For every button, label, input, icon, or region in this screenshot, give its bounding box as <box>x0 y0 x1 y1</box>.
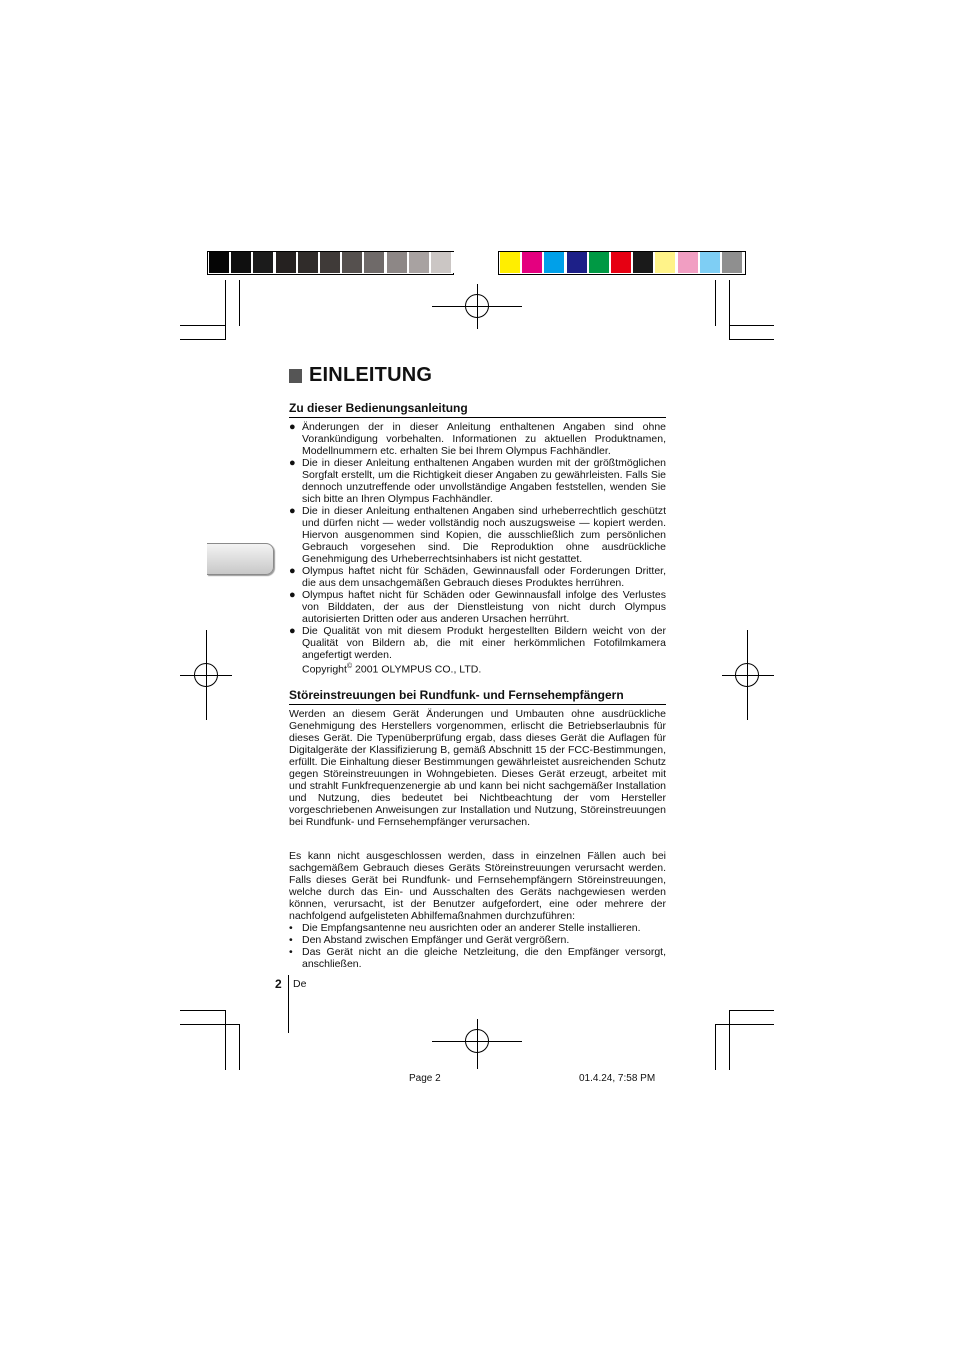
color-swatch <box>431 252 451 273</box>
crop-mark <box>180 339 225 340</box>
bullet-icon: ● <box>289 505 296 517</box>
color-swatch <box>298 252 318 273</box>
color-swatch <box>655 252 675 273</box>
color-swatch <box>589 252 609 273</box>
crop-mark <box>715 280 716 326</box>
color-swatch <box>387 252 407 273</box>
color-swatch <box>276 252 296 273</box>
manual-notes-list <box>289 421 666 676</box>
list-item: ● Änderungen der in dieser Anleitung enthaltenen Angaben sind ohne Vorankündigung vorbehalten. Informationen zu aktuellen Produktnamen, Modellnummern etc. erhalten Sie bei Ihrem Olympus Fachhändler. <box>289 421 666 457</box>
color-swatch <box>320 252 340 273</box>
crop-mark <box>729 1010 774 1011</box>
section-heading-interference: Störeinstreuungen bei Rundfunk- und Fernsehempfängern <box>289 688 666 705</box>
color-swatch <box>209 252 229 273</box>
list-item: ● Die in dieser Anleitung enthaltenen Angaben wurden mit der größtmöglichen Sorgfalt erstellt, um die Richtigkeit dieser Angaben zu gewährleisten. Falls Sie dennoch unzutreffende oder unvollständige Angaben feststellen, wenden Sie sich bitte an Ihren Olympus Fachhändler. <box>289 457 666 505</box>
color-swatch <box>544 252 564 273</box>
color-swatch <box>567 252 587 273</box>
dot-bullet-icon: • <box>289 946 293 958</box>
crop-mark <box>180 1010 225 1011</box>
chapter-side-tab <box>207 543 274 575</box>
page-number: 2 <box>275 977 282 991</box>
dot-bullet-icon: • <box>289 934 293 946</box>
color-swatch <box>700 252 720 273</box>
color-swatch <box>453 252 473 273</box>
crop-mark <box>715 1024 716 1070</box>
section-heading-manual: Zu dieser Bedienungsanleitung <box>289 401 666 418</box>
footer-timestamp: 01.4.24, 7:58 PM <box>579 1073 656 1084</box>
page-number-divider <box>288 975 289 1033</box>
color-swatch <box>722 252 742 273</box>
crop-mark <box>715 1024 774 1025</box>
crop-mark <box>729 280 730 340</box>
color-swatch <box>231 252 251 273</box>
registration-circle <box>465 1029 489 1053</box>
registration-circle <box>465 294 489 318</box>
list-item: ● Olympus haftet nicht für Schäden, Gewinnausfall oder Forderungen Dritter, die aus dem unsachgemäßen Gebrauch dieses Produktes herrühren. <box>289 565 666 589</box>
color-swatch <box>522 252 542 273</box>
color-swatch <box>364 252 384 273</box>
list-item: ● Olympus haftet nicht für Schäden oder Gewinnausfall infolge des Verlustes von Bilddaten, der aus der Dienstleistung von nicht durch Olympus autorisierten Dritten oder aus anderen Ursachen herrührt. <box>289 589 666 625</box>
interference-paragraph-1: Werden an diesem Gerät Änderungen und Umbauten ohne ausdrückliche Genehmigung des Herstellers vorgenommen, erlischt die Betriebserlaubnis für dieses Gerät. Die Typenüberprüfung ergab, dass dieses Gerät die Auflagen für Digitalgeräte der Klassifizierung B, gemäß Abschnitt 15 der FCC-Bestimmungen, erfüllt. Die Einhaltung dieser Bestimmungen gewährleistet ausreichenden Schutz gegen Störeinstreuungen in Wohngebieten. Dieses Gerät erzeugt, arbeitet mit und strahlt Funkfrequenzenergie ab und kann bei nicht sachgemäßer Installation und Nutzung, dies bedeutet bei Nichtbeachtung der vom Hersteller vorgeschriebenen Anweisungen zur Installation und Nutzung, Störeinstreuungen bei Rundfunk- und Fernsehempfänger verursachen. <box>289 708 666 828</box>
crop-mark <box>180 1024 239 1025</box>
color-swatch <box>678 252 698 273</box>
bullet-icon: ● <box>289 457 296 469</box>
crop-mark <box>729 1010 730 1070</box>
crop-mark <box>729 339 774 340</box>
list-item: • Den Abstand zwischen Empfänger und Gerät vergrößern. <box>289 934 570 946</box>
crop-mark <box>225 1010 226 1070</box>
bullet-icon: ● <box>289 421 296 433</box>
interference-paragraph-2: Es kann nicht ausgeschlossen werden, dass in einzelnen Fällen auch bei sachgemäßem Gebrauch dieses Geräts Störeinstreuungen verursacht werden. Falls dieses Gerät bei Rundfunk- und Fernsehempfängern Störeinstreuungen, welche durch das Ein- und Ausschalten des Geräts nachgewiesen werden können, verursacht, ist der Benutzer aufgefordert, eine oder mehrere der nachfolgend aufgelisteten Abhilfemaßnahmen durchzuführen: • Die Empfangsantenne neu ausrichten oder an anderer Stelle installieren. • Den Abstand zwischen Empfänger und Gerät vergrößern. • Das Gerät nicht an die gleiche Netzleitung, die den Empfänger versorgt, anschließen. <box>289 850 666 970</box>
color-swatch <box>253 252 273 273</box>
bullet-icon: ● <box>289 565 296 577</box>
bullet-icon: ● <box>289 589 296 601</box>
page-title-text: EINLEITUNG <box>309 364 433 386</box>
crop-mark <box>225 280 226 340</box>
color-swatch <box>500 252 520 273</box>
list-item: ● Die in dieser Anleitung enthaltenen Angaben sind urheberrechtlich geschützt und dürfen nicht — weder vollständig noch auszugsweise — kopiert werden. Hiervon ausgenommen sind Kopien, die ausschließlich zum persönlichen Gebrauch vorgesehen sind. Die Reproduktion ohne ausdrückliche Genehmigung des Urheberrechtsinhabers ist nicht gestattet. <box>289 505 666 565</box>
dot-bullet-icon: • <box>289 922 293 934</box>
measures-list <box>289 922 666 970</box>
list-item: • Die Empfangsantenne neu ausrichten oder an anderer Stelle installieren. <box>289 922 641 934</box>
crop-mark <box>180 325 225 326</box>
crop-mark <box>729 325 774 326</box>
registration-circle <box>735 663 759 687</box>
crop-mark <box>239 280 240 326</box>
copyright-line: Copyright© 2001 OLYMPUS CO., LTD. <box>302 663 482 676</box>
page-title <box>289 364 432 387</box>
color-swatch <box>342 252 362 273</box>
crop-mark <box>239 1024 240 1070</box>
color-swatch <box>409 252 429 273</box>
bullet-icon: ● <box>289 625 296 637</box>
list-item: • Das Gerät nicht an die gleiche Netzleitung, die den Empfänger versorgt, anschließen. <box>289 946 666 970</box>
footer-page-label: Page 2 <box>409 1073 441 1084</box>
square-bullet-icon <box>289 369 302 383</box>
language-code: De <box>293 978 307 990</box>
registration-circle <box>194 663 218 687</box>
color-swatch <box>611 252 631 273</box>
list-item: ● Die Qualität von mit diesem Produkt hergestellten Bildern weicht von der Qualität von Bildern ab, die mit einer herkömmlichen Fotofilmkamera angefertigt werden. <box>289 625 666 661</box>
color-swatch <box>633 252 653 273</box>
